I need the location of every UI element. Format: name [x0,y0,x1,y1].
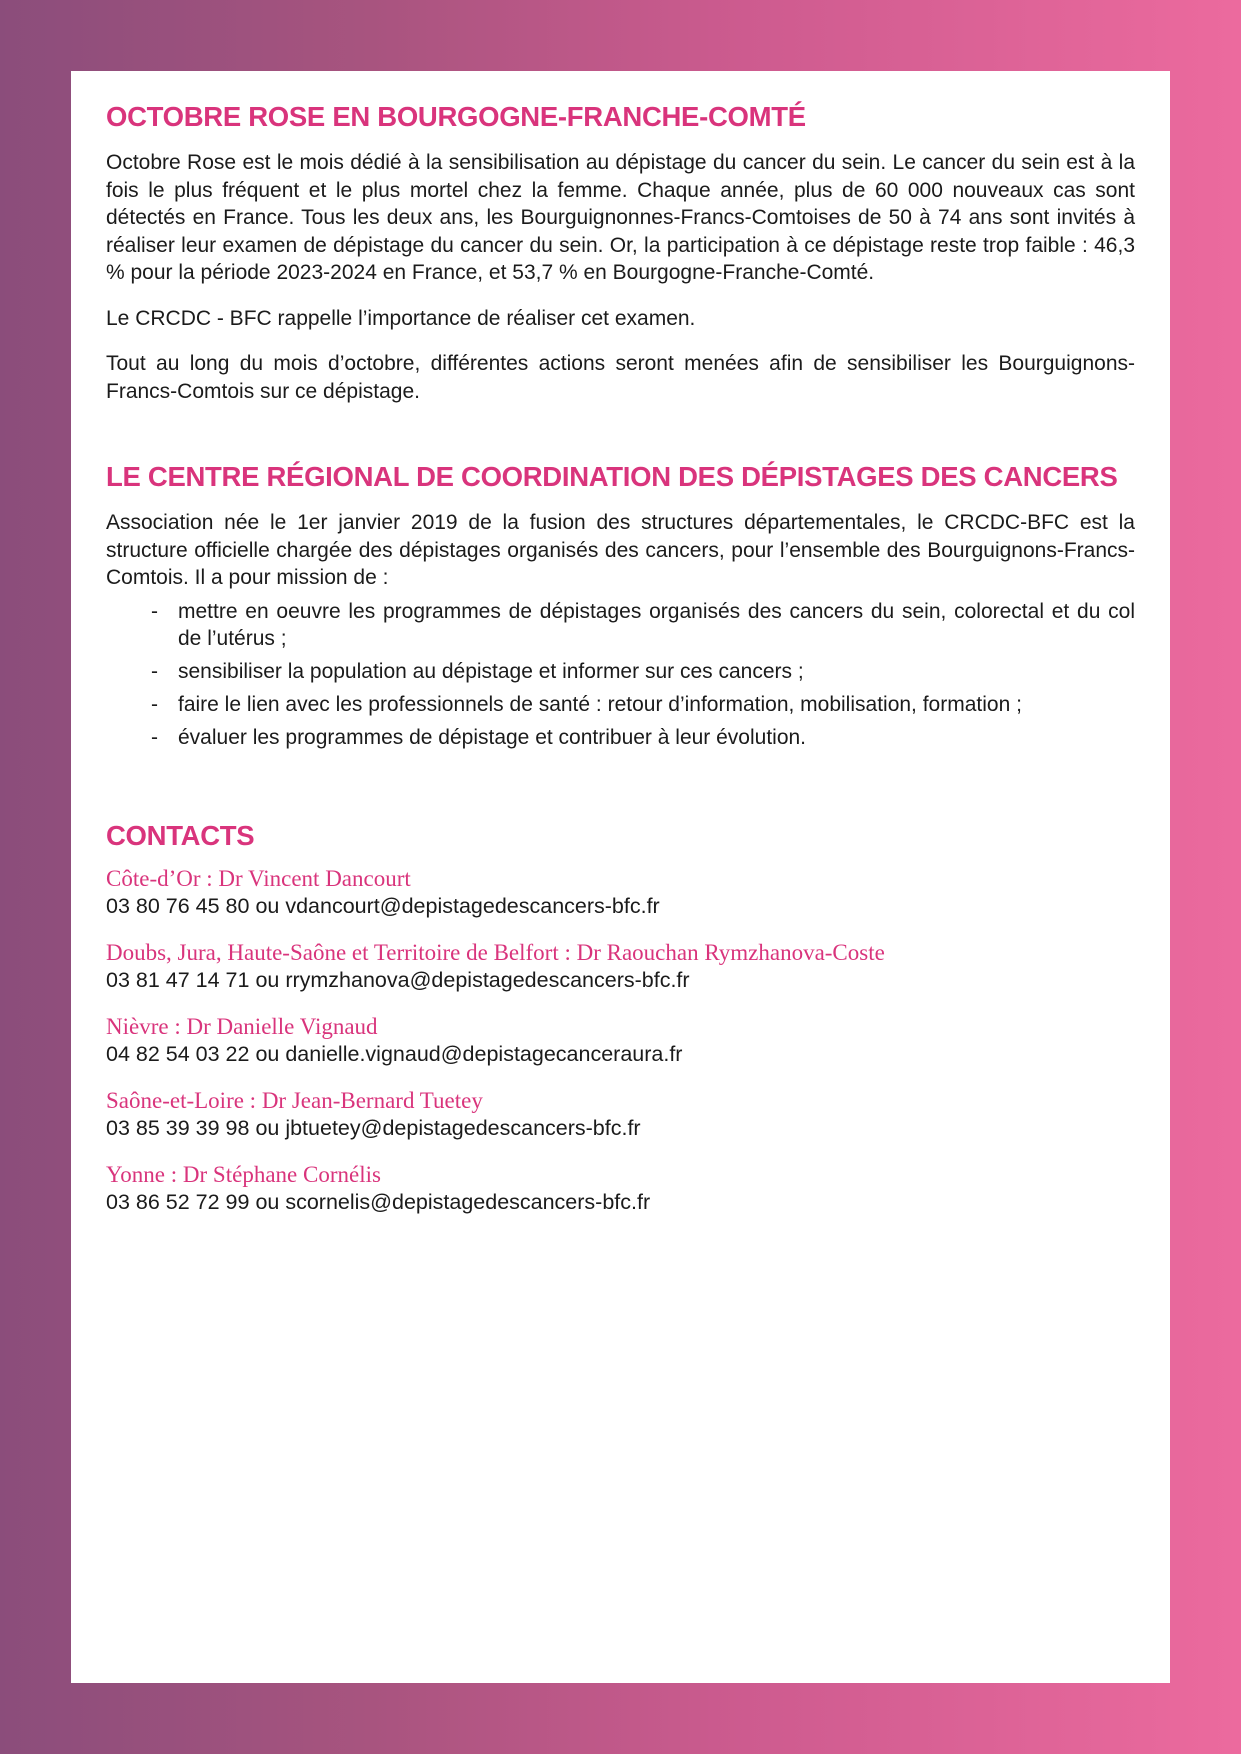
section-title-crcdc: LE CENTRE RÉGIONAL DE COORDINATION DES DÉPISTAGES DES CANCERS [106,461,1118,492]
contact-name: Doubs, Jura, Haute-Saône et Territoire de Belfort : Dr Raouchan Rymzhanova-Coste [106,939,885,965]
contact-cote-dor [106,864,1135,919]
dash-bullet: - [151,660,158,683]
contact-details[interactable]: 03 86 52 72 99 ou scornelis@depistagedescancers-bfc.fr [106,1189,651,1214]
dash-bullet: - [151,726,158,749]
mission-text: mettre en oeuvre les programmes de dépistages organisés des cancers du sein, colorectal et du col de l’utérus ; [178,599,1135,650]
contact-name: Yonne : Dr Stéphane Cornélis [106,1161,381,1187]
paragraph-actions: Tout au long du mois d’octobre, différentes actions seront menées afin de sensibiliser les Bourguignons-Francs-Comtois sur ce dépistage. [106,352,1135,403]
paragraph-crcdc-intro: Association née le 1er janvier 2019 de la fusion des structures départementales, le CRCDC-BFC est la structure officielle chargée des dépistages organisés des cancers, pour l’ensemble des Bourguignons-Francs-Comtois. Il a pour mission de : [106,511,1135,589]
contact-details[interactable]: 03 81 47 14 71 ou rrymzhanova@depistagedescancers-bfc.fr [106,967,690,992]
mission-text: sensibiliser la population au dépistage et informer sur ces cancers ; [178,660,804,683]
mission-text: évaluer les programmes de dépistage et contribuer à leur évolution. [178,726,807,749]
section-crcdc [106,459,1135,752]
contact-doubs-jura [106,938,1135,993]
contact-name: Côte-d’Or : Dr Vincent Dancourt [106,865,411,891]
contact-yonne [106,1160,1135,1215]
mission-item [151,658,1135,686]
contact-details[interactable]: 03 85 39 39 98 ou jbtuetey@depistagedescancers-bfc.fr [106,1115,641,1140]
contact-saone-et-loire [106,1086,1135,1141]
section-title-octobre-rose: OCTOBRE ROSE EN BOURGOGNE-FRANCHE-COMTÉ [106,101,806,132]
mission-item [151,724,1135,752]
paragraph-intro: Octobre Rose est le mois dédié à la sensibilisation au dépistage du cancer du sein. Le cancer du sein est à la fois le plus fréquent et le plus mortel chez la femme. Chaque année, plus de 60 000 nouveaux cas sont détectés en France. Tous les deux ans, les Bourguignonnes-Francs-Comtoises de 50 à 74 ans sont invités à réaliser leur examen de dépistage du cancer du sein. Or, la participation à ce dépistage reste trop faible : 46,3 % pour la période 2023-2024 en France, et 53,7 % en Bourgogne-Franche-Comté. [106,151,1135,284]
section-contacts [106,818,1135,1215]
document-page [71,71,1170,1683]
mission-text: faire le lien avec les professionnels de santé : retour d’information, mobilisation, formation ; [178,693,1022,716]
section-octobre-rose [106,99,1135,405]
mission-list [106,598,1135,752]
contact-details[interactable]: 04 82 54 03 22 ou danielle.vignaud@depistagecanceraura.fr [106,1041,683,1066]
paragraph-reminder: Le CRCDC - BFC rappelle l’importance de réaliser cet examen. [106,306,696,330]
section-title-contacts: CONTACTS [106,819,255,851]
contact-name: Nièvre : Dr Danielle Vignaud [106,1013,378,1039]
mission-item [151,598,1135,653]
contact-details[interactable]: 03 80 76 45 80 ou vdancourt@depistagedescancers-bfc.fr [106,893,660,918]
dash-bullet: - [151,599,158,623]
mission-item [151,691,1135,719]
contact-name: Saône-et-Loire : Dr Jean-Bernard Tuetey [106,1087,483,1113]
contact-nievre [106,1012,1135,1067]
dash-bullet: - [151,693,158,716]
